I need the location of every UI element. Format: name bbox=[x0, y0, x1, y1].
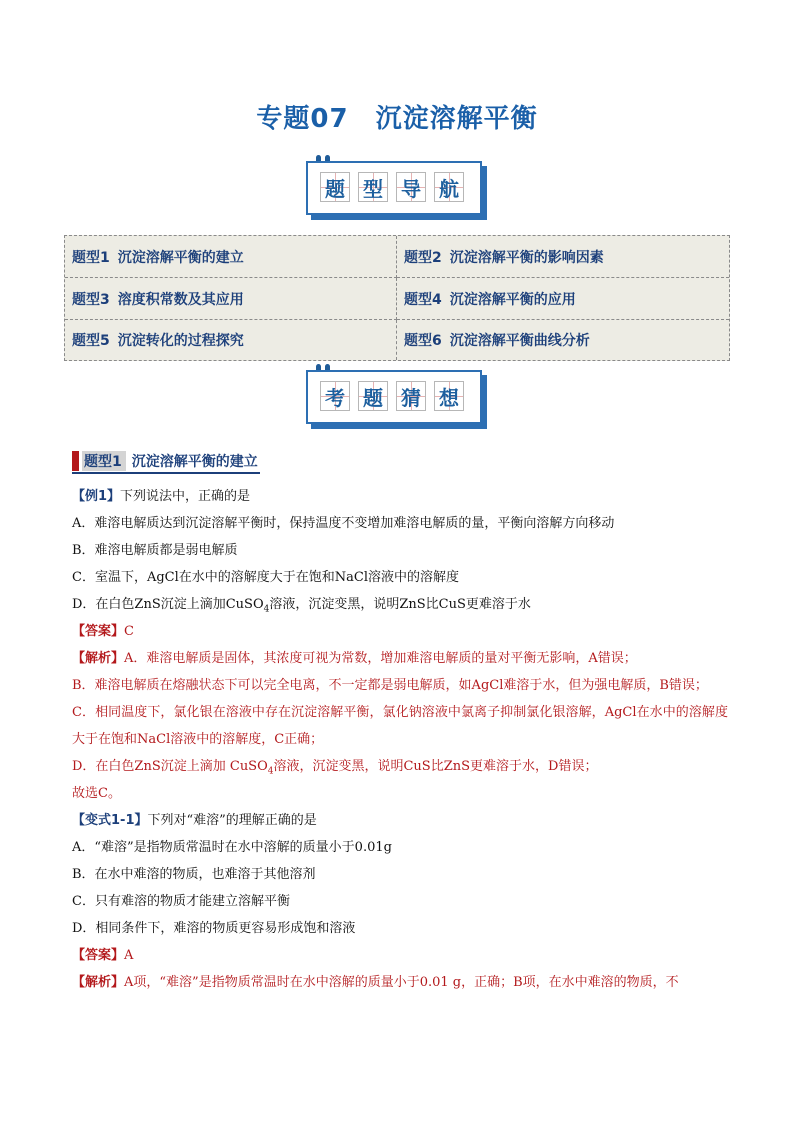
nav-item-type-5[interactable] bbox=[65, 320, 397, 360]
nav-item-type-1[interactable] bbox=[65, 236, 397, 278]
analysis-conclusion: 故选C。 bbox=[72, 786, 121, 801]
analysis-a bbox=[72, 645, 728, 672]
analysis-c: C．相同温度下，氯化银在溶液中存在沉淀溶解平衡，氯化钠溶液中氯离子抑制氯化银溶解，AgCl在水中的溶解度大于在饱和NaCl溶液中的溶解度，C正确； bbox=[72, 705, 728, 747]
variant-1-1-question bbox=[72, 807, 728, 834]
nav-item-label: 题型1 bbox=[72, 249, 110, 266]
answer-row bbox=[72, 942, 728, 969]
option-b: B．在水中难溶的物质，也难溶于其他溶剂 bbox=[72, 867, 316, 882]
section-label: 题型1 bbox=[82, 451, 126, 471]
option-b: B．难溶电解质都是弱电解质 bbox=[72, 543, 238, 558]
option-d: D．相同条件下，难溶的物质更容易形成饱和溶液 bbox=[72, 921, 356, 936]
banner-char: 题 bbox=[358, 381, 388, 411]
section-title: 沉淀溶解平衡的建立 bbox=[131, 454, 258, 470]
nav-item-label: 题型5 bbox=[72, 333, 110, 349]
nav-item-type-2[interactable] bbox=[397, 236, 729, 278]
analysis-d-part1: D．在白色ZnS沉淀上滴加 CuSO bbox=[72, 759, 268, 774]
nav-item-text: 溶度积常数及其应用 bbox=[117, 291, 244, 308]
nav-item-label: 题型2 bbox=[404, 249, 442, 266]
option-c: C．只有难溶的物质才能建立溶解平衡 bbox=[72, 894, 290, 909]
answer-value: C bbox=[124, 624, 134, 639]
nav-item-label: 题型6 bbox=[404, 333, 442, 349]
analysis-text: A项，“难溶”是指物质常温时在水中溶解的质量小于0.01 g，正确；B项，在水中难溶的物质，不 bbox=[124, 975, 679, 990]
section-marker bbox=[72, 451, 79, 471]
analysis-text-row bbox=[72, 969, 728, 996]
banner-char: 型 bbox=[358, 172, 388, 202]
banner-char: 导 bbox=[396, 172, 426, 202]
banner-char: 考 bbox=[320, 381, 350, 411]
section-heading bbox=[72, 450, 260, 474]
page-title: 专题07 沉淀溶解平衡 bbox=[256, 104, 538, 134]
banner-char: 想 bbox=[434, 381, 464, 411]
analysis-d bbox=[72, 753, 728, 780]
answer-row bbox=[72, 618, 728, 645]
banner-type-navigation bbox=[306, 155, 488, 217]
option-d-part1: D．在白色ZnS沉淀上滴加CuSO bbox=[72, 597, 264, 612]
analysis-text: A．难溶电解质是固体，其浓度可视为常数，增加难溶电解质的量对平衡无影响，A错误； bbox=[124, 651, 637, 666]
type-navigation-table bbox=[64, 235, 730, 361]
nav-item-label: 题型4 bbox=[404, 291, 442, 308]
answer-label: 【答案】 bbox=[72, 948, 125, 963]
nav-item-label: 题型3 bbox=[72, 291, 110, 308]
variant-label: 【变式1-1】 bbox=[72, 813, 148, 828]
nav-item-type-6[interactable] bbox=[397, 320, 729, 360]
analysis-b: B．难溶电解质在熔融状态下可以完全电离，不一定都是弱电解质，如AgCl难溶于水，但为强电解质，B错误； bbox=[72, 678, 708, 693]
example-1-question bbox=[72, 483, 728, 510]
nav-item-text: 沉淀溶解平衡的建立 bbox=[117, 249, 244, 266]
nav-item-text: 沉淀转化的过程探究 bbox=[117, 333, 244, 349]
question-text: 下列说法中，正确的是 bbox=[120, 489, 251, 504]
question-text: 下列对“难溶”的理解正确的是 bbox=[147, 813, 317, 828]
option-c: C．室温下，AgCl在水中的溶解度大于在饱和NaCl溶液中的溶解度 bbox=[72, 570, 459, 585]
banner-char: 猜 bbox=[396, 381, 426, 411]
answer-label: 【答案】 bbox=[72, 624, 125, 639]
question-content bbox=[72, 483, 728, 996]
example-label: 【例1】 bbox=[72, 489, 121, 504]
analysis-label: 【解析】 bbox=[72, 975, 125, 990]
option-d bbox=[72, 591, 728, 618]
subscript: 4 bbox=[267, 766, 274, 777]
subscript: 4 bbox=[263, 604, 270, 615]
nav-item-type-4[interactable] bbox=[397, 278, 729, 320]
option-d-part2: 溶液，沉淀变黑，说明ZnS比CuS更难溶于水 bbox=[269, 597, 531, 612]
banner-char: 题 bbox=[320, 172, 350, 202]
nav-item-text: 沉淀溶解平衡的应用 bbox=[449, 291, 576, 308]
analysis-d-part2: 溶液，沉淀变黑，说明CuS比ZnS更难溶于水，D错误； bbox=[273, 759, 598, 774]
nav-item-text: 沉淀溶解平衡曲线分析 bbox=[449, 333, 590, 349]
banner-char: 航 bbox=[434, 172, 464, 202]
answer-value: A bbox=[124, 948, 134, 963]
nav-item-text: 沉淀溶解平衡的影响因素 bbox=[449, 249, 604, 266]
nav-item-type-3[interactable] bbox=[65, 278, 397, 320]
banner-exam-prediction bbox=[306, 364, 488, 426]
option-a: A．难溶电解质达到沉淀溶解平衡时，保持温度不变增加难溶电解质的量，平衡向溶解方向移动 bbox=[72, 516, 615, 531]
analysis-label: 【解析】 bbox=[72, 651, 125, 666]
option-a: A．“难溶”是指物质常温时在水中溶解的质量小于0.01g bbox=[72, 840, 392, 855]
